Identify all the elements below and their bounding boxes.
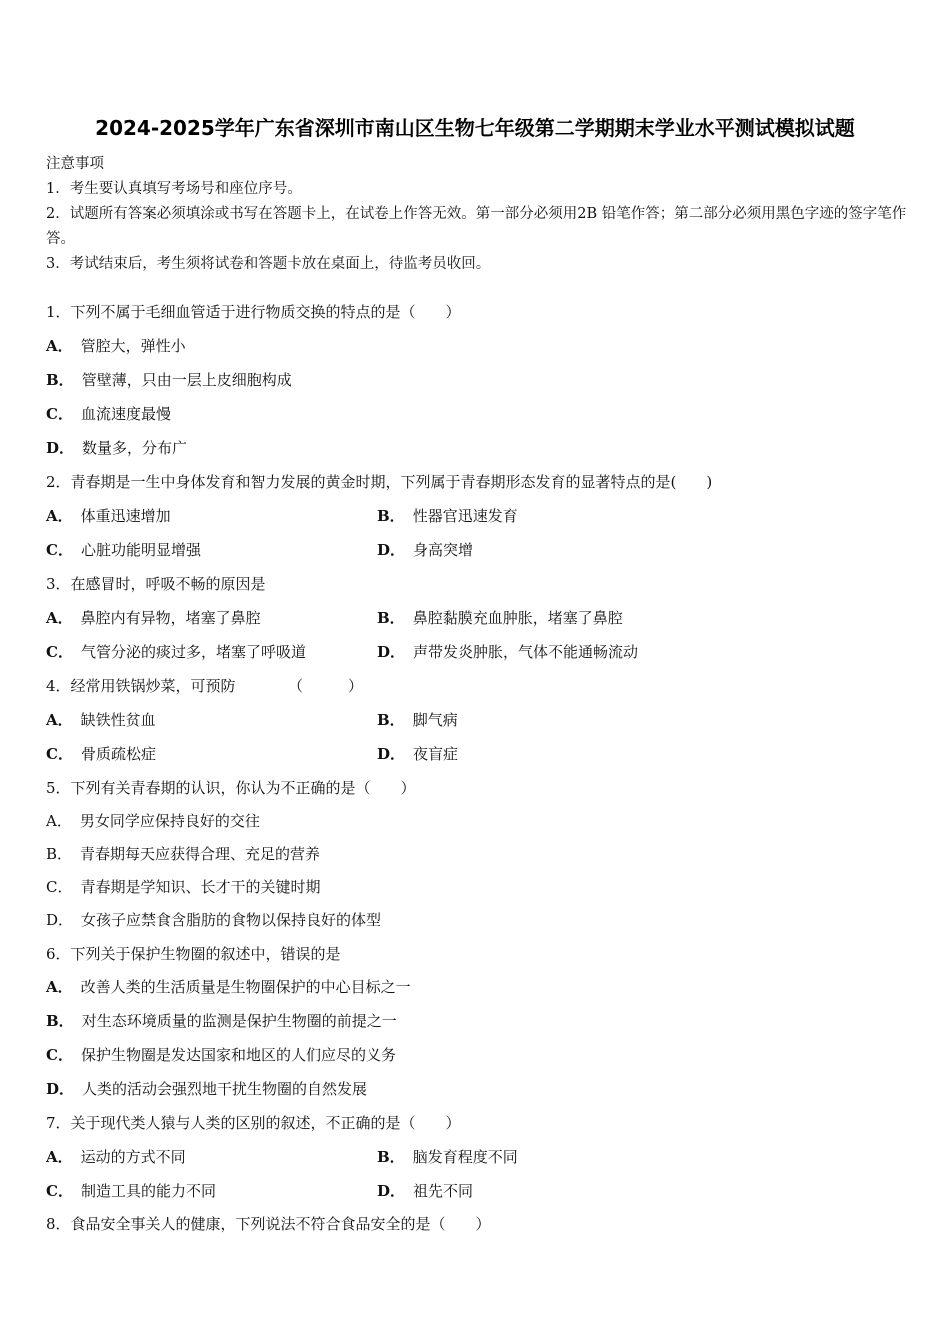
question-1-option-a	[46, 335, 186, 356]
question-7-option-d	[377, 1180, 473, 1201]
question-5-option-d	[46, 909, 381, 930]
question-6-stem: 6．下列关于保护生物圈的叙述中，错误的是	[46, 945, 341, 963]
option-label: A．	[46, 978, 73, 996]
notes-section	[46, 152, 908, 277]
option-text: 改善人类的生活质量是生物圈保护的中心目标之一	[80, 978, 411, 996]
notes-item: 3．考试结束后，考生须将试卷和答题卡放在桌面上，待监考员收回。	[46, 256, 491, 272]
question-1-option-c	[46, 403, 171, 424]
option-text: 对生态环境质量的监测是保护生物圈的前提之一	[81, 1012, 397, 1030]
question-6-option-c	[46, 1044, 396, 1065]
option-text: 保护生物圈是发达国家和地区的人们应尽的义务	[80, 1046, 396, 1064]
question-2-option-b	[377, 505, 518, 526]
question-3-stem: 3．在感冒时，呼吸不畅的原因是	[46, 575, 266, 593]
option-text: 制造工具的能力不同	[80, 1182, 216, 1200]
option-label: B．	[377, 609, 405, 627]
option-label: A．	[46, 609, 73, 627]
question-6-option-b	[46, 1010, 397, 1031]
option-text: 男女同学应保持良好的交往	[79, 812, 260, 830]
option-label: D．	[46, 1080, 75, 1098]
option-label: B．	[377, 1148, 405, 1166]
question-1-option-b	[46, 369, 292, 390]
option-label: D．	[46, 439, 75, 457]
option-label: D．	[377, 643, 406, 661]
option-text: 青春期是学知识、长才干的关键时期	[80, 878, 321, 896]
option-label: B．	[377, 711, 405, 729]
option-label: B．	[46, 845, 73, 863]
option-text: 脑发育程度不同	[412, 1148, 518, 1166]
option-label: A．	[46, 711, 73, 729]
question-7-option-a	[46, 1146, 186, 1167]
option-text: 女孩子应禁食含脂肪的食物以保持良好的体型	[81, 911, 382, 929]
option-label: C．	[46, 405, 73, 423]
option-text: 骨质疏松症	[80, 745, 156, 763]
option-text: 鼻腔黏膜充血肿胀，堵塞了鼻腔	[412, 609, 623, 627]
question-6-option-a	[46, 976, 411, 997]
option-label: B．	[46, 1012, 74, 1030]
question-1-stem: 1．下列不属于毛细血管适于进行物质交换的特点的是（ ）	[46, 303, 461, 321]
option-label: B．	[377, 507, 405, 525]
option-text: 数量多，分布广	[82, 439, 188, 457]
option-label: A．	[46, 1148, 73, 1166]
notes-item: 1．考生要认真填写考场号和座位序号。	[46, 181, 302, 197]
option-label: C．	[46, 541, 73, 559]
option-label: C．	[46, 1046, 73, 1064]
option-text: 鼻腔内有异物，堵塞了鼻腔	[80, 609, 261, 627]
question-7-option-b	[377, 1146, 518, 1167]
option-text: 祖先不同	[413, 1182, 474, 1200]
question-4-option-b	[377, 709, 458, 730]
option-text: 心脏功能明显增强	[80, 541, 201, 559]
option-text: 脚气病	[412, 711, 458, 729]
option-text: 血流速度最慢	[80, 405, 171, 423]
question-5-option-a	[46, 810, 260, 831]
notes-item: 2．试题所有答案必须填涂或书写在答题卡上，在试卷上作答无效。第一部分必须用2B 铅笔作答；第二部分必须用黑色字迹的签字笔作答。	[46, 206, 907, 247]
option-text: 体重迅速增加	[80, 507, 171, 525]
option-label: C．	[46, 1182, 73, 1200]
question-1-option-d	[46, 437, 187, 458]
option-label: D．	[377, 1182, 406, 1200]
option-label: A．	[46, 507, 73, 525]
notes-heading: 注意事项	[46, 156, 104, 172]
question-7-option-c	[46, 1180, 216, 1201]
question-2-option-c	[46, 539, 201, 560]
question-2-option-a	[46, 505, 171, 526]
question-3-option-d	[377, 641, 638, 662]
option-label: A．	[46, 812, 72, 830]
question-8-stem: 8．食品安全事关人的健康，下列说法不符合食品安全的是（ ）	[46, 1215, 491, 1233]
question-7-stem: 7．关于现代类人猿与人类的区别的叙述，不正确的是（ ）	[46, 1114, 461, 1132]
option-text: 气管分泌的痰过多，堵塞了呼吸道	[80, 643, 306, 661]
option-text: 运动的方式不同	[80, 1148, 186, 1166]
question-4-option-c	[46, 743, 156, 764]
option-label: C．	[46, 878, 73, 896]
option-label: D．	[46, 911, 74, 929]
page-title: 2024-2025学年广东省深圳市南山区生物七年级第二学期期末学业水平测试模拟试题	[95, 116, 855, 140]
question-6-option-d	[46, 1078, 367, 1099]
option-label: C．	[46, 643, 73, 661]
option-label: D．	[377, 541, 406, 559]
question-2-option-d	[377, 539, 473, 560]
option-text: 性器官迅速发育	[412, 507, 518, 525]
question-3-option-b	[377, 607, 623, 628]
option-text: 夜盲症	[413, 745, 459, 763]
option-label: A．	[46, 337, 73, 355]
option-text: 声带发炎肿胀，气体不能通畅流动	[413, 643, 639, 661]
option-label: D．	[377, 745, 406, 763]
question-3-option-a	[46, 607, 261, 628]
question-5-stem: 5．下列有关青春期的认识，你认为不正确的是（ ）	[46, 779, 416, 797]
option-text: 缺铁性贫血	[80, 711, 156, 729]
question-5-option-c	[46, 876, 321, 897]
question-4-option-a	[46, 709, 156, 730]
option-text: 人类的活动会强烈地干扰生物圈的自然发展	[82, 1080, 368, 1098]
option-label: C．	[46, 745, 73, 763]
option-text: 管壁薄，只由一层上皮细胞构成	[81, 371, 292, 389]
question-2-stem: 2．青春期是一生中身体发育和智力发展的黄金时期，下列属于青春期形态发育的显著特点的是( )	[46, 473, 713, 491]
option-text: 管腔大，弹性小	[80, 337, 186, 355]
option-text: 青春期每天应获得合理、充足的营养	[80, 845, 321, 863]
option-text: 身高突增	[413, 541, 474, 559]
question-3-option-c	[46, 641, 306, 662]
question-4-stem: 4．经常用铁锅炒菜，可预防 （ ）	[46, 677, 364, 695]
question-5-option-b	[46, 843, 320, 864]
option-label: B．	[46, 371, 74, 389]
question-4-option-d	[377, 743, 458, 764]
